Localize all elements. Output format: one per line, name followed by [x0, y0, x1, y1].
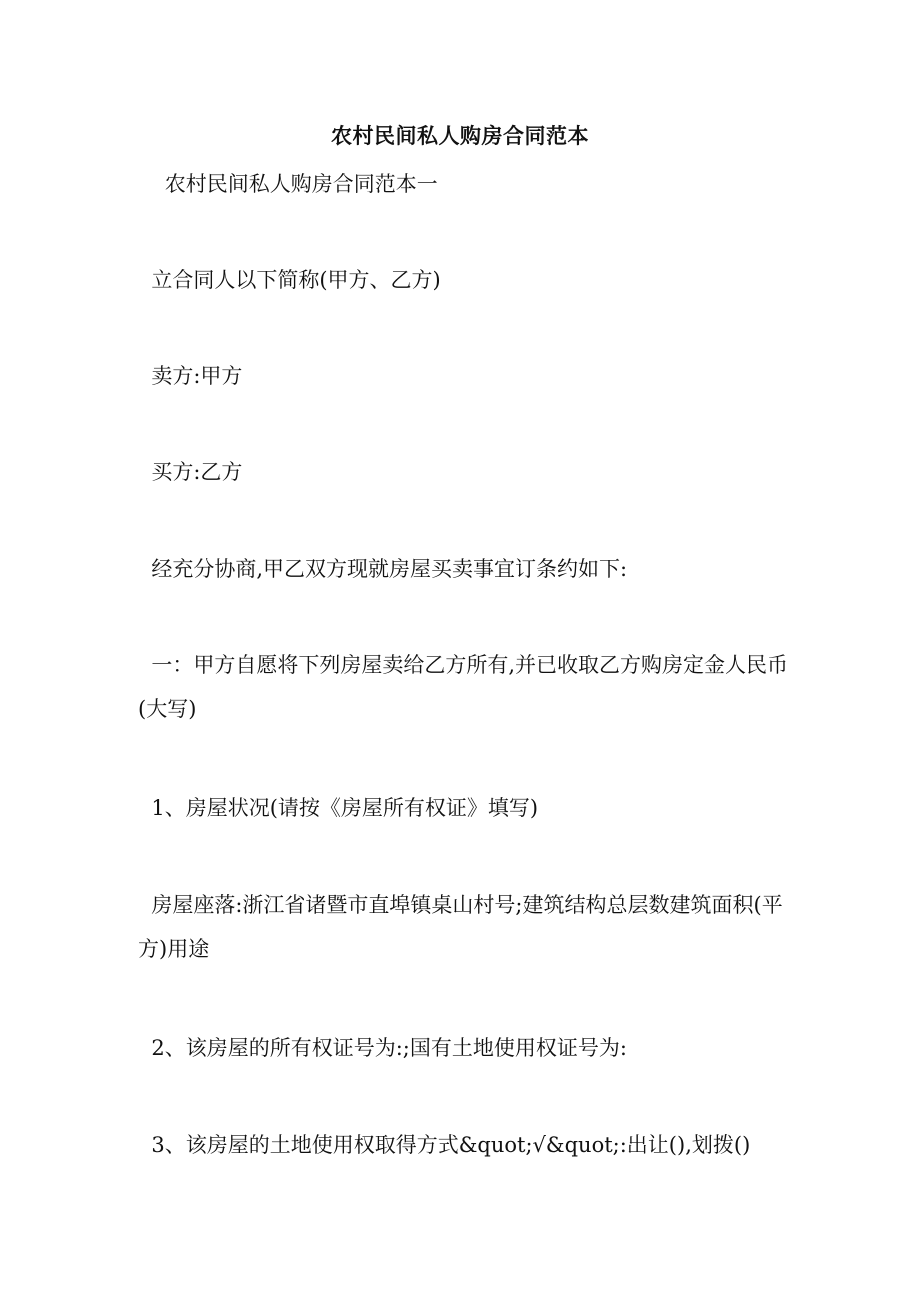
paragraph-house-status: 1、房屋状况(请按《房屋所有权证》填写) [138, 796, 539, 820]
paragraph-buyer: 买方:乙方 [138, 460, 243, 484]
document-title: 农村民间私人购房合同范本 [331, 123, 589, 148]
paragraph-house-location: 房屋座落:浙江省诸暨市直埠镇桌山村号;建筑结构总层数建筑面积(平方)用途 [138, 893, 783, 961]
paragraph-clause-one: 一：甲方自愿将下列房屋卖给乙方所有,并已收取乙方购房定金人民币(大写) [138, 653, 789, 721]
paragraph-parties-intro: 立合同人以下简称(甲方、乙方) [138, 268, 441, 292]
paragraph-land-use: 3、该房屋的土地使用权取得方式&quot;√&quot;:出让(),划拨() [138, 1133, 751, 1157]
paragraph-agreement: 经充分协商,甲乙双方现就房屋买卖事宜订条约如下: [138, 557, 628, 581]
paragraph-seller: 卖方:甲方 [138, 364, 243, 388]
paragraph-certificate: 2、该房屋的所有权证号为:;国有土地使用权证号为: [138, 1036, 627, 1060]
paragraph-subtitle: 农村民间私人购房合同范本一 [138, 172, 438, 196]
